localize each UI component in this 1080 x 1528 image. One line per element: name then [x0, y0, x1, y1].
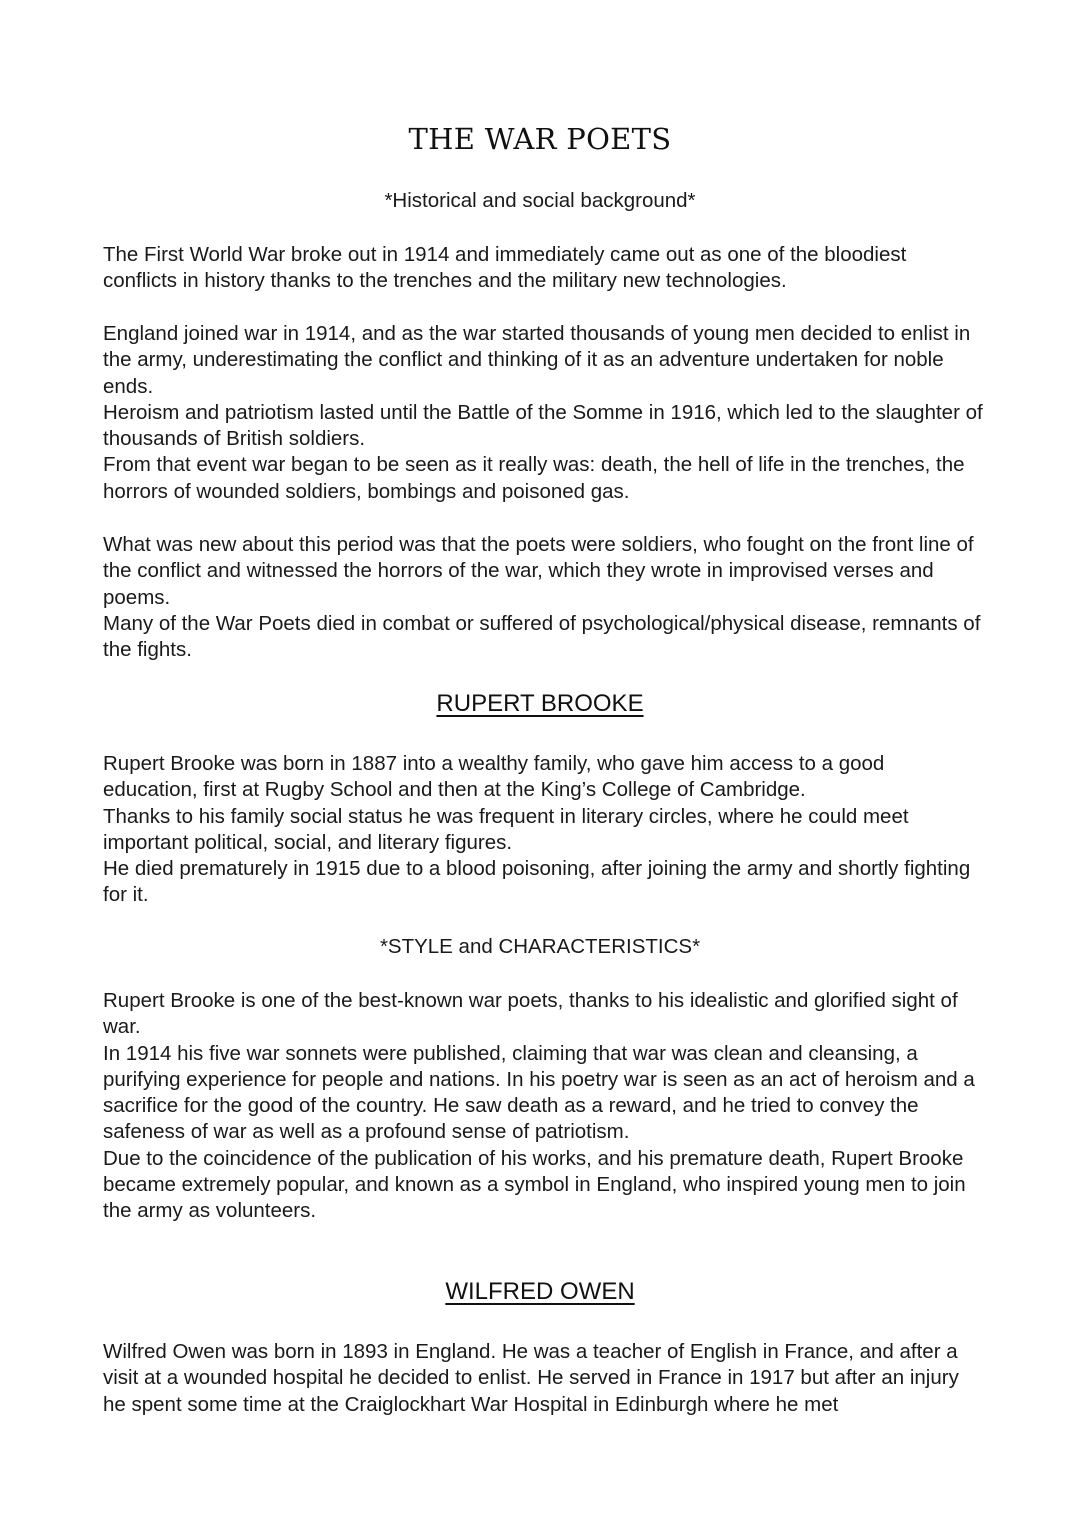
background-subheading: *Historical and social background*: [384, 189, 696, 212]
brooke-style-paragraph: [103, 988, 983, 1225]
paragraph-text: Rupert Brooke is one of the best-known war poets, thanks to his idealistic and glorified sight of war.: [103, 989, 958, 1039]
background-paragraph-3: [103, 532, 983, 663]
paragraph-text: He died prematurely in 1915 due to a blood poisoning, after joining the army and shortly fighting for it.: [103, 857, 971, 907]
paragraph-text: Rupert Brooke was born in 1887 into a wealthy family, who gave him access to a good education, first at Rugby School and then at the King’s College of Cambridge.: [103, 752, 885, 802]
background-paragraph-2: [103, 321, 983, 505]
owen-bio-paragraph: [103, 1339, 983, 1418]
page-title: THE WAR POETS: [408, 122, 672, 156]
section-heading-text: WILFRED OWEN: [445, 1278, 635, 1305]
brooke-bio-paragraph: [103, 751, 983, 909]
brooke-style-subheading: *STYLE and CHARACTERISTICS*: [379, 935, 701, 958]
paragraph-text: Heroism and patriotism lasted until the Battle of the Somme in 1916, which led to the slaughter of thousands of British soldiers.: [103, 400, 983, 451]
section-heading-rupert-brooke: [0, 690, 1080, 718]
paragraph-text: Thanks to his family social status he was frequent in literary circles, where he could meet important political, social, and literary figures.: [103, 804, 909, 854]
paragraph-text: In 1914 his five war sonnets were published, claiming that war was clean and cleansing, a purifying experience for people and nations. In his poetry war is seen as an act of heroism and a sacrifice for the good of the country. He saw death as a reward, and he tried to convey the safeness of war as well as a profound sense of patriotism.: [103, 1041, 975, 1144]
paragraph-text: From that event war began to be seen as it really was: death, the hell of life in the trenches, the horrors of wounded soldiers, bombings and poisoned gas.: [103, 453, 965, 503]
paragraph-text: England joined war in 1914, and as the war started thousands of young men decided to enlist in the army, underestimating the conflict and thinking of it as an adventure undertaken for noble ends.: [103, 322, 971, 398]
paragraph-text: What was new about this period was that the poets were soldiers, who fought on the front line of the conflict and witnessed the horrors of the war, which they wrote in improvised verses and poems.: [103, 533, 974, 609]
paragraph-text: Due to the coincidence of the publication of his works, and his premature death, Rupert Brooke became extremely popular, and known as a symbol in England, who inspired young men to join the army as volunteers.: [103, 1146, 966, 1223]
paragraph-text: Wilfred Owen was born in 1893 in England. He was a teacher of English in France, and after a visit at a wounded hospital he decided to enlist. He served in France in 1917 but after an injury he spent some time at the Craiglockhart War Hospital in Edinburgh where he met: [103, 1340, 959, 1416]
background-paragraph-1: [103, 242, 983, 295]
paragraph-text: The First World War broke out in 1914 and immediately came out as one of the bloodiest conflicts in history thanks to the trenches and the military new technologies.: [103, 243, 907, 293]
paragraph-text: Many of the War Poets died in combat or suffered of psychological/physical disease, remnants of the fights.: [103, 611, 981, 662]
section-heading-wilfred-owen: [0, 1278, 1080, 1306]
section-heading-text: RUPERT BROOKE: [436, 690, 644, 717]
